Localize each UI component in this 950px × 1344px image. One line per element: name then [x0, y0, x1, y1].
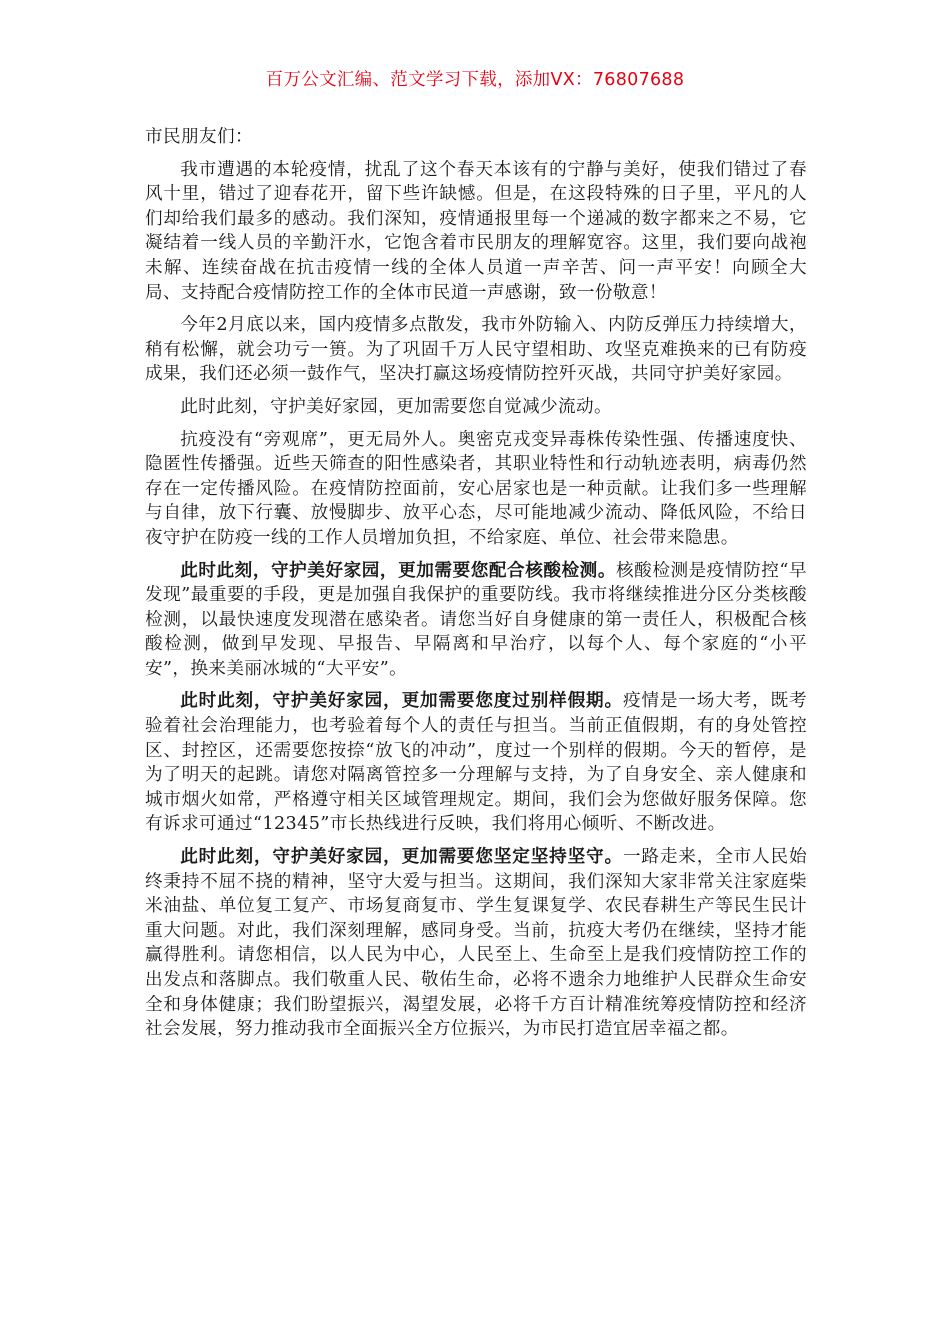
letter-body	[145, 125, 807, 1050]
paragraph-3	[145, 395, 807, 420]
paragraph-1	[145, 158, 807, 306]
promo-header: 百万公文汇编、范文学习下载，添加VX：76807688	[265, 70, 685, 90]
paragraph-lead: 此时此刻，守护美好家园，更加需要您配合核酸检测。	[180, 559, 616, 581]
paragraph-text: 今年2月底以来，国内疫情多点散发，我市外防输入、内防反弹压力持续增大，稍有松懈，就会功亏一篑。为了巩固千万人民守望相助、攻坚克难换来的已有防疫成果，我们还必须一鼓作气，坚决打赢这场疫情防控歼灭战，共同守护美好家园。	[145, 315, 807, 385]
paragraph-text: 核酸检测是疫情防控“早发现”最重要的手段，更是加强自我保护的重要防线。我市将继续推进分区分类核酸检测，以最快速度发现潜在感染者。请您当好自身健康的第一责任人，积极配合核酸检测，做到早发现、早报告、早隔离和早治疗，以每个人、每个家庭的“小平安”，换来美丽冰城的“大平安”。	[145, 560, 807, 679]
paragraph-4	[145, 428, 807, 551]
paragraph-text: 此时此刻，守护美好家园，更加需要您自觉减少流动。	[180, 396, 613, 417]
paragraph-text: 我市遭遇的本轮疫情，扰乱了这个春天本该有的宁静与美好，使我们错过了春风十里，错过了迎春花开，留下些许缺憾。但是，在这段特殊的日子里，平凡的人们却给我们最多的感动。我们深知，疫情通报里每一个递减的数字都来之不易，它凝结着一线人员的辛勤汗水，它饱含着市民朋友的理解宽容。这里，我们要向战袍未解、连续奋战在抗击疫情一线的全体人员道一声辛苦、问一声平安！向顾全大局、支持配合疫情防控工作的全体市民道一声感谢，致一份敬意！	[145, 159, 807, 303]
paragraph-5	[145, 559, 807, 682]
paragraph-text: 一路走来，全市人民始终秉持不屈不挠的精神，坚守大爱与担当。这期间，我们深知大家非常关注家庭柴米油盐、单位复工复产、市场复商复市、学生复课复学、农民春耕生产等民生民计重大问题。对此，我们深刻理解，感同身受。当前，抗疫大考仍在继续，坚持才能赢得胜利。请您相信，以人民为中心，人民至上、生命至上是我们疫情防控工作的出发点和落脚点。我们敬重人民、敬佑生命，必将不遗余力地维护人民群众生命安全和身体健康；我们盼望振兴，渴望发展，必将千方百计精准统筹疫情防控和经济社会发展，努力推动我市全面振兴全方位振兴，为市民打造宜居幸福之都。	[145, 847, 807, 1040]
paragraph-7	[145, 845, 807, 1042]
paragraph-lead: 此时此刻，守护美好家园，更加需要您坚定坚持坚守。	[180, 846, 623, 868]
paragraph-6	[145, 689, 807, 837]
paragraph-lead: 此时此刻，守护美好家园，更加需要您度过别样假期。	[180, 690, 623, 712]
letter-greeting: 市民朋友们：	[145, 127, 253, 147]
paragraph-text: 疫情是一场大考，既考验着社会治理能力，也考验着每个人的责任与担当。当前正值假期，有的身处管控区、封控区，还需要您按捺“放飞的冲动”，度过一个别样的假期。今天的暂停，是为了明天的起跳。请您对隔离管控多一分理解与支持，为了自身安全、亲人健康和城市烟火如常，严格遵守相关区域管理规定。期间，我们会为您做好服务保障。您有诉求可通过“12345”市长热线进行反映，我们将用心倾听、不断改进。	[145, 691, 807, 835]
paragraph-text: 抗疫没有“旁观席”，更无局外人。奥密克戎变异毒株传染性强、传播速度快、隐匿性传播强。近些天筛查的阳性感染者，其职业特性和行动轨迹表明，病毒仍然存在一定传播风险。在疫情防控面前，安心居家也是一种贡献。让我们多一些理解与自律，放下行囊、放慢脚步、放平心态，尽可能地减少流动、降低风险，不给日夜守护在防疫一线的工作人员增加负担，不给家庭、单位、社会带来隐患。	[145, 429, 807, 548]
paragraph-2	[145, 313, 807, 387]
